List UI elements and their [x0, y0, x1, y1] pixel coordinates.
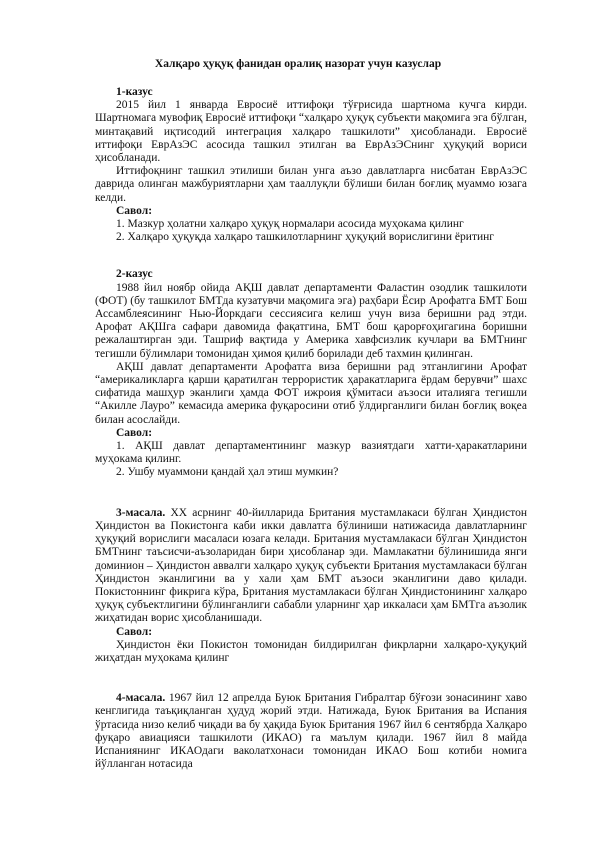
document-body: [95, 86, 527, 798]
case-1-paragraph-2: Иттифоқнинг ташкил этилиши билан унга аъзо давлатларга нисбатан ЕврАзЭС даврида олинган мажбуриятларни ҳам тааллуқли бўлиши билан боғлиқ муаммо юзага келди.: [95, 165, 527, 204]
case-2-question-2: 2. Ушбу муаммони қандай ҳал этиш мумкин?: [116, 466, 339, 479]
case-4-lead-paragraph: [95, 692, 527, 771]
case-1-heading: 1-казус: [116, 86, 153, 98]
case-3-lead-paragraph: [95, 507, 527, 626]
case-3-question-1: Ҳиндистон ёки Покистон томонидан билдирилган фикрларни халқаро-ҳуқуқий жиҳатдан муҳокама қилинг: [95, 638, 527, 664]
case-2-question-label: Савол:: [116, 426, 153, 439]
case-1-question-1: 1. Мазкур ҳолатни халқаро ҳуқуқ нормалари асосида муҳокама қилинг: [116, 218, 464, 231]
case-1-paragraph-1: 2015 йил 1 январда Евросиё иттифоқи тўғрисида шартнома кучга кирди. Шартномага мувофиқ Евросиё иттифоқи “халқаро ҳуқуқ субъекти мақомига эга бўлган, минтақавий иқтисодий интеграция халқаро ташкилоти” ҳисобланади. Евросиё иттифоқи ЕврАзЭС асосида ташкил этилган ва ЕврАзЭСнинг ҳуқуқий вориси ҳисобланади.: [95, 99, 527, 165]
case-2-question-1: 1. АҚШ давлат департаментининг мазкур вазиятдаги хатти-ҳаракатларини муҳокама қилинг.: [95, 440, 527, 466]
case-3: [95, 507, 527, 665]
case-1-question-2: 2. Халқаро ҳуқуқда халқаро ташкилотларнинг ҳуқуқий ворислигини ёритинг: [116, 231, 494, 244]
case-3-heading: 3-масала.: [116, 506, 166, 519]
case-3-question-label: Савол:: [116, 625, 153, 638]
case-1: [95, 86, 527, 244]
case-1-question-label: Савол:: [116, 204, 153, 217]
case-2-paragraph-1: 1988 йил ноябр ойида АҚШ давлат департаменти Фаластин озодлик ташкилоти (ФОТ) (бу ташкилот БМТда кузатувчи мақомига эга) раҳбари Ёсир Арофатга БМТ Бош Ассамблеясининг Нью-Йоркдаги сессиясига келиш учун виза беришни рад этди. Арофат АҚШга сафари давомида фақатгина, БМТ бош қарорғоҳигагина боришни режалаштирган эди. Ташриф вақтида у Америка хавфсизлик кучлари ва БМТнинг тегишли бўлимлари томонидан ҳимоя қилиб борилади деб тахмин қилинган.: [95, 281, 527, 360]
case-4-lead-text: 1967 йил 12 апрелда Буюк Британия Гибралтар бўғози зонасининг хаво кенглигида таъқиқланган ҳудуд жорий этди. Натижада, Буюк Британия ва Испания ўртасида низо келиб чиқади ва бу ҳақида Буюк Британия 1967 йил 6 сентябрда Халқаро фуқаро авиацияси ташкилоти (ИКАО) га маълум қилади. 1967 йил 8 майда Испаниянинг ИКАОдаги ваколатхонаси томонидан ИКАО Бош котиби номига йўлланган нотасида: [95, 692, 528, 771]
case-3-lead-text: ХХ асрнинг 40-йилларида Британия мустамлакаси бўлган Ҳиндистон Ҳиндистон ва Покистонга каби икки давлатга бўлиниши натижасида давлатларнинг ҳуқуқий ворислиги масаласи юзага келади. Британия мустамлакаси бўлган Ҳиндистон БМТнинг таъсисчи-аъзоларидан бири ҳисобланар эди. Мамлакатни бўлинишида янги доминион – Ҳиндистон аввалги халқаро ҳуқуқ субъекти Британия мустамлакаси бўлган Ҳиндистон эканлигини ва у хали ҳам БМТ аъзоси эканлигини даво қилади. Покистоннинг фикрига кўра, Британия мустамлакаси бўлган Ҳиндистонининг халқаро ҳуқуқ субъектлигини бўлинганлиги сабабли уларнинг ҳар иккаласи ҳам БМТга аъзолик жиҳатидан ворис ҳисобланишади.: [95, 506, 527, 625]
case-2: [95, 268, 527, 479]
case-4: [95, 692, 527, 771]
document-title: Халқаро ҳуқуқ фанидан оралиқ назорат учун казуслар: [154, 58, 442, 70]
case-4-heading: 4-масала.: [116, 692, 166, 705]
case-2-paragraph-2: АҚШ давлат департаменти Арофатга виза беришни рад этганлигини Арофат “америкаликларга қарши қаратилган террористик ҳаракатларига ёрдам берувчи” шахс сифатида машҳур эканлиги ҳамда ФОТ ижроия қўмитаси аъзоси италияга тегишли “Акилле Лауро” кемасида америка фуқаросини отиб ўлдирганлиги билан боғлиқ воқеа билан асослайди.: [95, 360, 527, 426]
case-2-heading: 2-казус: [116, 268, 153, 281]
